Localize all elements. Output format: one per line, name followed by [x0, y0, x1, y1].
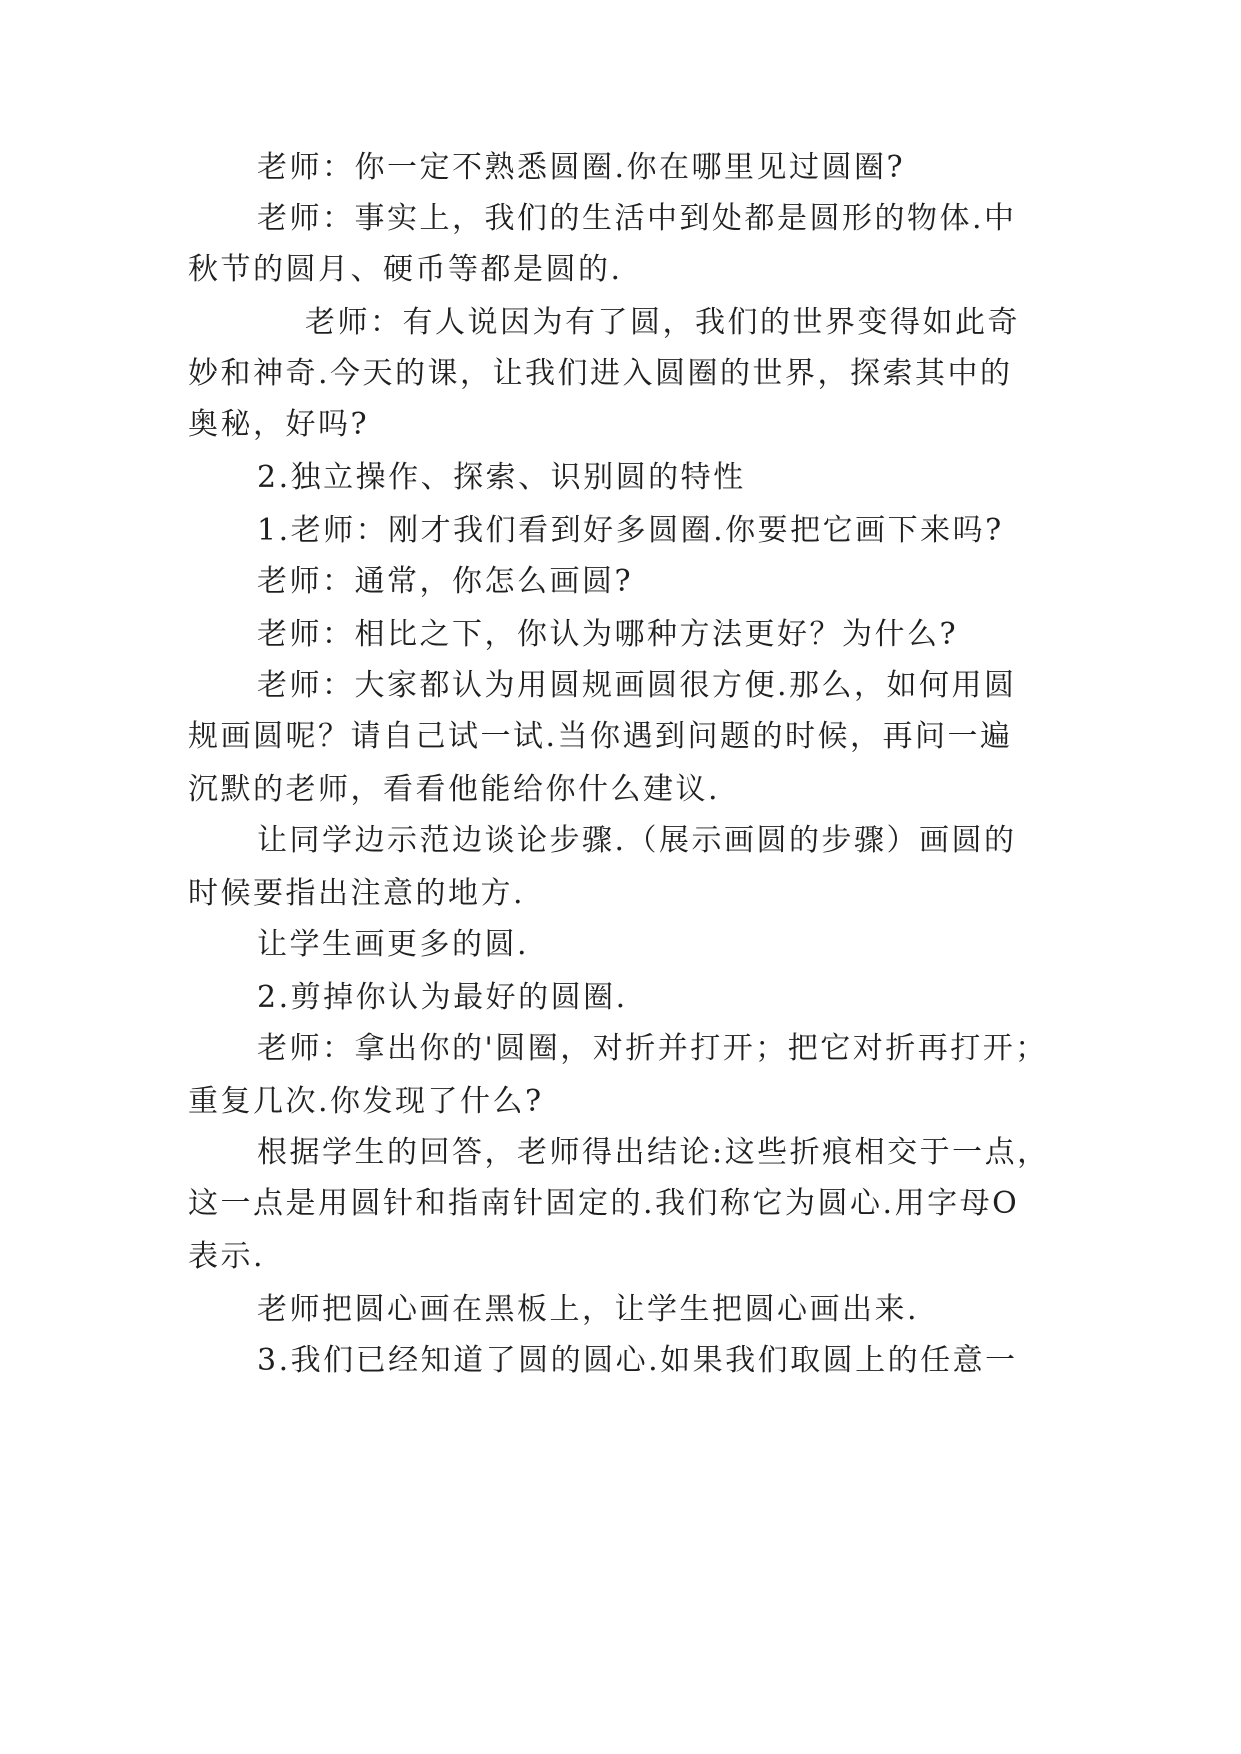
paragraph-line: 让学生画更多的圆.	[257, 927, 530, 962]
paragraph-line: 奥秘，好吗?	[188, 407, 370, 442]
paragraph-line: 老师：你一定不熟悉圆圈.你在哪里见过圆圈?	[257, 150, 906, 185]
paragraph-line: 让同学边示范边谈论步骤.（展示画圆的步骤）画圆的	[257, 823, 1017, 858]
paragraph-line: 老师把圆心画在黑板上，让学生把圆心画出来.	[257, 1292, 920, 1327]
paragraph-line: 这一点是用圆针和指南针固定的.我们称它为圆心.用字母O	[188, 1186, 1020, 1221]
paragraph-line: 1.老师：刚才我们看到好多圆圈.你要把它画下来吗?	[257, 513, 1004, 548]
paragraph-line: 老师：通常，你怎么画圆?	[257, 564, 634, 599]
paragraph-line: 老师：拿出你的'圆圈，对折并打开；把它对折再打开；	[257, 1031, 1048, 1066]
paragraph-line: 3.我们已经知道了圆的圆心.如果我们取圆上的任意一	[257, 1343, 1018, 1378]
paragraph-line: 妙和神奇.今天的课，让我们进入圆圈的世界，探索其中的	[188, 356, 1013, 391]
paragraph-line: 根据学生的回答，老师得出结论:这些折痕相交于一点，	[257, 1135, 1050, 1170]
paragraph-line: 时候要指出注意的地方.	[188, 876, 526, 911]
paragraph-line: 2.剪掉你认为最好的圆圈.	[257, 980, 628, 1015]
section-heading: 2.独立操作、探索、识别圆的特性	[257, 460, 746, 495]
paragraph-line: 规画圆呢？请自己试一试.当你遇到问题的时候，再问一遍	[188, 719, 1013, 754]
paragraph-line: 老师：相比之下，你认为哪种方法更好？为什么?	[257, 617, 959, 652]
paragraph-line: 重复几次.你发现了什么?	[188, 1084, 544, 1119]
paragraph-line: 老师：有人说因为有了圆，我们的世界变得如此奇	[305, 305, 1020, 340]
paragraph-line: 秋节的圆月、硬币等都是圆的.	[188, 252, 623, 287]
paragraph-line: 沉默的老师，看看他能给你什么建议.	[188, 772, 721, 807]
paragraph-line: 表示.	[188, 1239, 266, 1274]
paragraph-line: 老师：事实上，我们的生活中到处都是圆形的物体.中	[257, 201, 1017, 236]
paragraph-line: 老师：大家都认为用圆规画圆很方便.那么，如何用圆	[257, 668, 1017, 703]
